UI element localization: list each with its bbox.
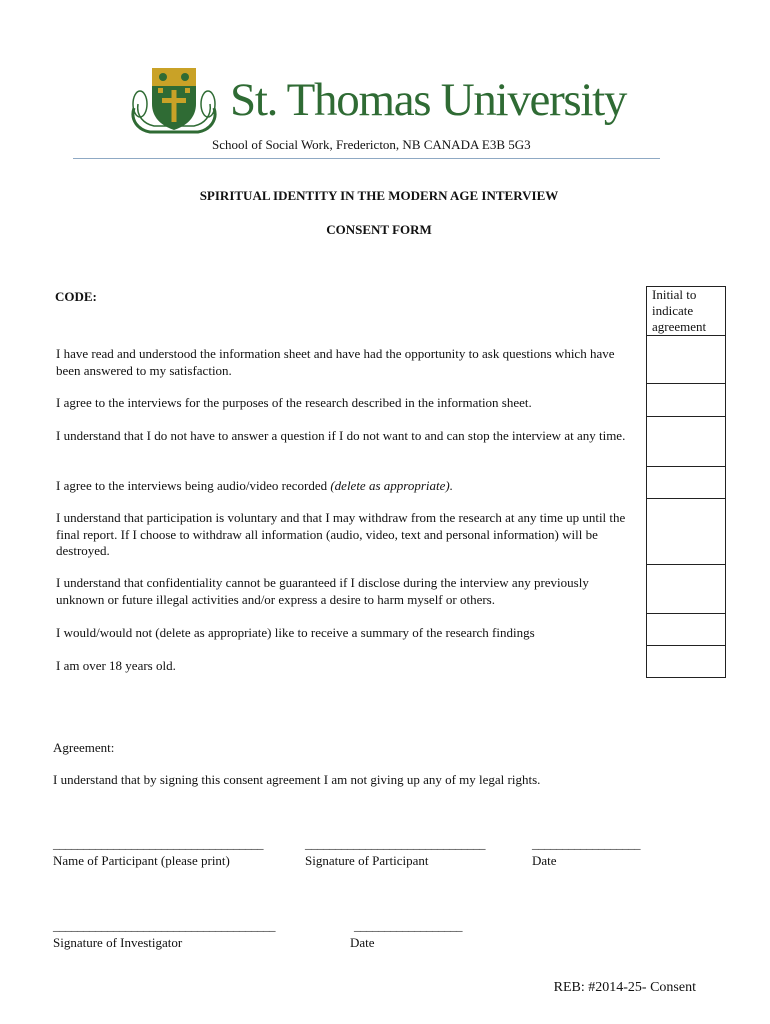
initial-box-1[interactable] bbox=[647, 336, 726, 384]
initial-box-2[interactable] bbox=[647, 384, 726, 417]
statement-1: I have read and understood the information sheet and have had the opportunity to ask questions which have been answered to my satisfaction. bbox=[56, 346, 615, 378]
university-crest-logo bbox=[128, 64, 220, 136]
investigator-signature-line[interactable]: _____________________________________ bbox=[53, 918, 275, 933]
participant-date-line[interactable]: __________________ bbox=[532, 836, 640, 851]
reb-reference: REB: #2014-25- Consent bbox=[553, 980, 696, 995]
statement-4-note: (delete as appropriate). bbox=[330, 478, 453, 493]
university-name: St. Thomas University bbox=[230, 74, 627, 126]
participant-name-line[interactable]: ___________________________________ bbox=[53, 836, 263, 851]
investigator-date-label: Date bbox=[350, 935, 375, 950]
investigator-signature-label: Signature of Investigator bbox=[53, 935, 183, 950]
statement-7: I would/would not (delete as appropriate) like to receive a summary of the research findings bbox=[56, 625, 535, 640]
participant-signature-line[interactable]: ______________________________ bbox=[305, 836, 485, 851]
statement-2: I agree to the interviews for the purposes of the research described in the information sheet. bbox=[56, 395, 532, 410]
initial-box-7[interactable] bbox=[647, 614, 726, 646]
participant-name-label: Name of Participant (please print) bbox=[53, 853, 230, 868]
participant-signature-label: Signature of Participant bbox=[305, 853, 429, 868]
initials-header: Initial to indicate agreement bbox=[647, 287, 726, 336]
agreement-label: Agreement: bbox=[53, 740, 115, 755]
investigator-date-line[interactable]: __________________ bbox=[354, 918, 462, 933]
statement-8: I am over 18 years old. bbox=[56, 658, 176, 673]
initial-box-5[interactable] bbox=[647, 499, 726, 565]
header-divider bbox=[73, 158, 660, 159]
statement-6: I understand that confidentiality cannot be guaranteed if I disclose during the interview any previously unknown or future illegal activities and/or express a desire to harm myself or others. bbox=[56, 575, 589, 607]
statement-5: I understand that participation is voluntary and that I may withdraw from the research at any time up until the final report. If I choose to withdraw all information (audio, video, text and personal information) will be destroyed. bbox=[56, 510, 626, 558]
agreement-text: I understand that by signing this consent agreement I am not giving up any of my legal rights. bbox=[53, 772, 541, 787]
initial-box-4[interactable] bbox=[647, 467, 726, 499]
statement-4-text: I agree to the interviews being audio/video recorded bbox=[56, 478, 331, 493]
form-subtitle: CONSENT FORM bbox=[326, 222, 432, 237]
initials-table bbox=[646, 286, 726, 678]
statement-3: I understand that I do not have to answer a question if I do not want to and can stop the interview at any time. bbox=[56, 428, 626, 443]
statement-4 bbox=[56, 478, 631, 495]
initial-box-8[interactable] bbox=[647, 646, 726, 678]
initial-box-6[interactable] bbox=[647, 565, 726, 614]
participant-date-label: Date bbox=[532, 853, 557, 868]
code-label: CODE: bbox=[55, 289, 97, 304]
form-title: SPIRITUAL IDENTITY IN THE MODERN AGE INTERVIEW bbox=[199, 188, 559, 203]
school-address: School of Social Work, Fredericton, NB CANADA E3B 5G3 bbox=[212, 137, 531, 152]
initial-box-3[interactable] bbox=[647, 417, 726, 467]
